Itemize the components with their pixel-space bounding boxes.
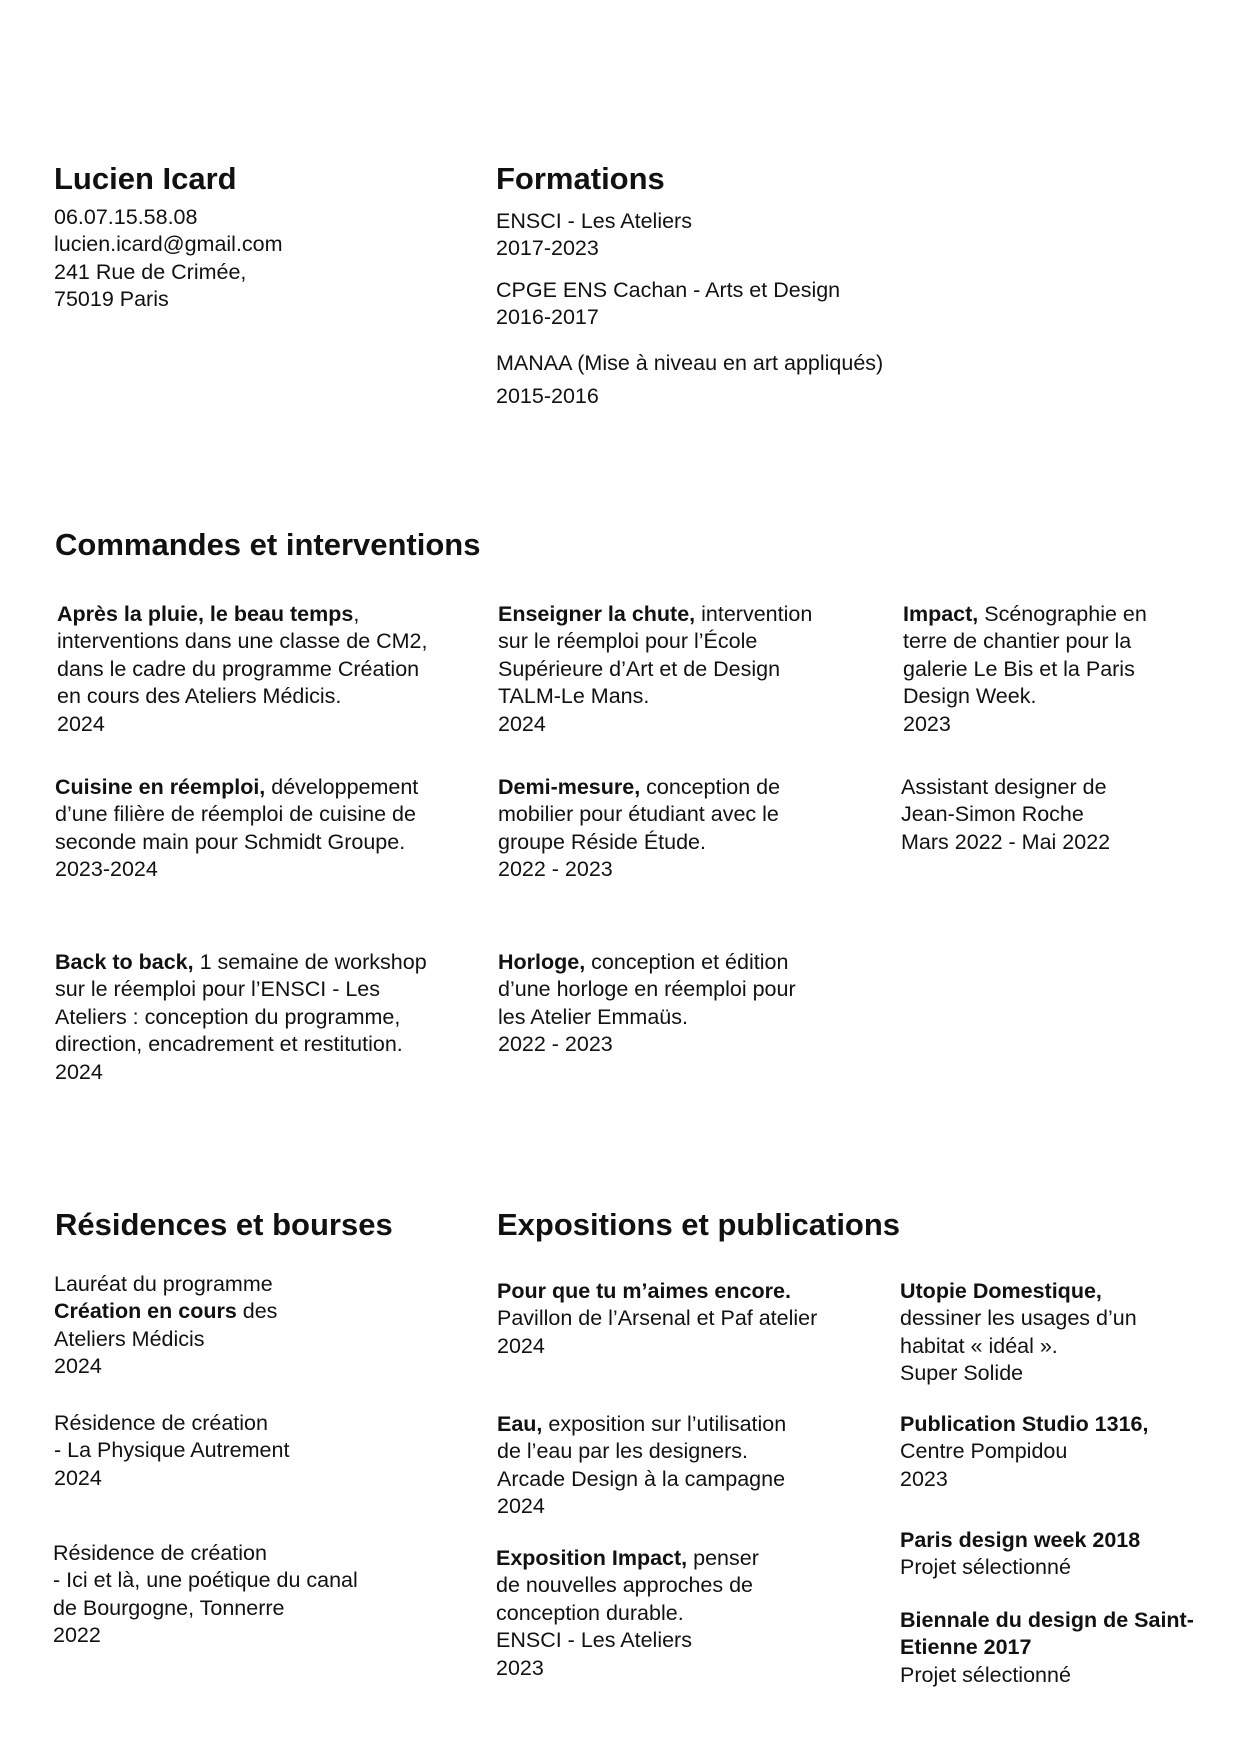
entry-text: 2024	[57, 711, 105, 736]
entry-text: Projet sélectionné	[900, 1555, 1071, 1580]
residences-heading: Résidences et bourses	[55, 1207, 393, 1242]
entry-title: Exposition Impact,	[496, 1546, 688, 1570]
entry-line	[497, 1333, 817, 1360]
entry-line	[498, 628, 812, 655]
entry-text: seconde main pour Schmidt Groupe.	[55, 829, 406, 854]
entry-title: Après la pluie, le beau temps	[57, 602, 354, 626]
entry-line	[55, 1004, 427, 1031]
entry-line	[900, 1607, 1194, 1634]
entry-line	[900, 1360, 1137, 1387]
entry-line	[55, 1031, 427, 1058]
entry-text: conception de	[640, 775, 781, 799]
entry-line	[901, 829, 1110, 856]
entry-line	[498, 1031, 796, 1058]
entry-title: Paris design week 2018	[900, 1528, 1141, 1552]
entry-line	[900, 1278, 1137, 1305]
entry-text: 2022 - 2023	[498, 857, 613, 882]
entry-text: 2022 - 2023	[498, 1032, 613, 1057]
entry-line	[498, 801, 780, 828]
entry-text: Ateliers : conception du programme,	[55, 1004, 401, 1029]
entry-text: Supérieure d’Art et de Design	[498, 656, 781, 681]
entry-text: d’une horloge en réemploi pour	[498, 977, 796, 1002]
commande-entry	[55, 774, 418, 884]
entry-line	[53, 1540, 358, 1567]
exposition-entry	[900, 1527, 1140, 1582]
entry-line	[57, 683, 428, 710]
entry-text: mobilier pour étudiant avec le	[498, 802, 779, 827]
entry-text: CPGE ENS Cachan - Arts et Design	[496, 278, 841, 302]
entry-text: Centre Pompidou	[900, 1439, 1068, 1464]
commande-entry	[55, 949, 427, 1086]
name-heading: Lucien Icard	[54, 161, 237, 196]
entry-line	[57, 656, 428, 683]
entry-text: 2015-2016	[496, 384, 599, 409]
entry-title: Demi-mesure,	[498, 775, 641, 799]
entry-text: 2023	[496, 1655, 544, 1680]
entry-title: Impact,	[903, 602, 979, 626]
entry-title: Enseigner la chute,	[498, 602, 696, 626]
entry-line	[900, 1634, 1194, 1661]
exposition-entry	[497, 1278, 817, 1360]
entry-title: Création en cours	[54, 1299, 237, 1324]
residence-entry	[54, 1271, 277, 1381]
entry-text: 1 semaine de workshop	[193, 950, 427, 974]
entry-line	[498, 1004, 796, 1031]
entry-text: Arcade Design à la campagne	[497, 1466, 786, 1491]
entry-line	[55, 1059, 427, 1086]
entry-text: ENSCI - Les Ateliers	[496, 1628, 692, 1653]
entry-line	[900, 1466, 1149, 1493]
entry-line	[54, 1437, 289, 1464]
entry-line	[900, 1438, 1149, 1465]
entry-text: exposition sur l’utilisation	[542, 1412, 787, 1436]
entry-line	[55, 976, 427, 1003]
entry-text: 2017-2023	[496, 236, 599, 261]
entry-line	[900, 1333, 1137, 1360]
entry-line	[54, 1353, 277, 1380]
address-city: 75019 Paris	[54, 287, 169, 312]
entry-text: MANAA (Mise à niveau en art appliqués)	[496, 351, 884, 375]
entry-line	[496, 1627, 759, 1654]
exposition-entry	[900, 1607, 1194, 1689]
entry-text: Mars 2022 - Mai 2022	[901, 829, 1111, 854]
entry-line	[900, 1554, 1140, 1581]
entry-line	[903, 711, 1147, 738]
entry-line	[54, 1326, 277, 1353]
commande-entry	[498, 601, 812, 738]
entry-title: Publication Studio 1316,	[900, 1412, 1149, 1436]
entry-title: Utopie Domestique,	[900, 1279, 1102, 1303]
exposition-entry	[900, 1278, 1137, 1388]
entry-text: penser	[687, 1546, 759, 1570]
entry-line	[496, 1572, 759, 1599]
entry-text: Résidence de création	[53, 1541, 267, 1565]
formation-entry	[496, 208, 692, 263]
entry-line	[900, 1527, 1140, 1554]
entry-line	[496, 304, 840, 331]
entry-text: 2023-2024	[55, 857, 158, 882]
residence-entry	[54, 1410, 289, 1492]
entry-line	[496, 277, 840, 304]
entry-line	[496, 1600, 759, 1627]
entry-text: groupe Réside Étude.	[498, 829, 706, 854]
entry-text: Jean-Simon Roche	[901, 802, 1084, 827]
entry-text: de Bourgogne, Tonnerre	[53, 1595, 285, 1620]
entry-text: sur le réemploi pour l’ENSCI - Les	[55, 977, 381, 1002]
entry-line	[496, 208, 692, 235]
entry-line	[57, 601, 428, 628]
entry-text: 2024	[54, 1354, 102, 1379]
entry-text: en cours des Ateliers Médicis.	[57, 684, 342, 709]
entry-text: Super Solide	[900, 1361, 1024, 1386]
entry-line	[55, 829, 418, 856]
entry-line	[903, 601, 1147, 628]
contact-info	[54, 204, 283, 314]
entry-title: Pour que tu m’aimes encore.	[497, 1279, 791, 1303]
exposition-entry	[497, 1411, 786, 1521]
entry-text: Assistant designer de	[901, 775, 1107, 799]
email: lucien.icard@gmail.com	[54, 232, 283, 257]
entry-line	[903, 656, 1147, 683]
entry-text: 2023	[900, 1466, 948, 1491]
entry-title: Etienne 2017	[900, 1635, 1032, 1660]
entry-text: de nouvelles approches de	[496, 1573, 753, 1598]
formations-heading: Formations	[496, 161, 665, 196]
entry-title: Horloge,	[498, 950, 586, 974]
entry-text: galerie Le Bis et la Paris	[903, 656, 1135, 681]
entry-text: - La Physique Autrement	[54, 1438, 290, 1463]
entry-text: sur le réemploi pour l’École	[498, 629, 758, 654]
entry-line	[901, 774, 1110, 801]
entry-text: interventions dans une classe de CM2,	[57, 629, 428, 654]
entry-line	[496, 1655, 759, 1682]
phone: 06.07.15.58.08	[54, 205, 198, 229]
commandes-heading: Commandes et interventions	[55, 527, 481, 562]
commande-entry	[903, 601, 1147, 738]
entry-line	[497, 1278, 817, 1305]
entry-text: Design Week.	[903, 684, 1037, 709]
entry-line	[496, 1545, 759, 1572]
entry-line	[498, 949, 796, 976]
entry-text: intervention	[695, 602, 813, 626]
entry-line	[496, 350, 883, 377]
entry-line	[53, 1622, 358, 1649]
entry-line	[54, 1465, 289, 1492]
entry-title: Biennale du design de Saint-	[900, 1608, 1194, 1632]
entry-text: conception et édition	[585, 950, 789, 974]
entry-text: Ateliers Médicis	[54, 1326, 205, 1351]
residence-entry	[53, 1540, 358, 1650]
entry-line	[53, 1595, 358, 1622]
entry-text: TALM-Le Mans.	[498, 684, 650, 709]
entry-line	[497, 1466, 786, 1493]
entry-title: Eau,	[497, 1412, 543, 1436]
commande-entry	[901, 774, 1110, 856]
address-street: 241 Rue de Crimée,	[54, 259, 247, 284]
commande-entry	[498, 949, 796, 1059]
entry-text: 2024	[55, 1059, 103, 1084]
entry-text: 2024	[497, 1494, 545, 1519]
exposition-entry	[900, 1411, 1149, 1493]
entry-text: - Ici et là, une poétique du canal	[53, 1568, 358, 1593]
entry-line	[54, 1410, 289, 1437]
entry-line	[497, 1411, 786, 1438]
entry-line	[901, 801, 1110, 828]
entry-line	[55, 856, 418, 883]
entry-line	[498, 774, 780, 801]
entry-text: 2023	[903, 711, 951, 736]
formation-entry	[496, 277, 840, 332]
expositions-heading: Expositions et publications	[497, 1207, 901, 1242]
entry-text: de l’eau par les designers.	[497, 1439, 748, 1464]
formation-entry	[496, 350, 883, 411]
entry-line	[903, 628, 1147, 655]
entry-text: habitat « idéal ».	[900, 1333, 1058, 1358]
entry-text: Lauréat du programme	[54, 1272, 273, 1296]
entry-line	[498, 683, 812, 710]
entry-line	[497, 1438, 786, 1465]
exposition-entry	[496, 1545, 759, 1682]
entry-text: Résidence de création	[54, 1411, 268, 1435]
entry-line	[54, 1298, 277, 1325]
entry-line	[497, 1305, 817, 1332]
entry-text: ENSCI - Les Ateliers	[496, 209, 692, 233]
entry-text: dessiner les usages d’un	[900, 1306, 1137, 1331]
entry-title: Cuisine en réemploi,	[55, 775, 266, 799]
entry-line	[498, 829, 780, 856]
entry-line	[55, 774, 418, 801]
entry-text: développement	[265, 775, 419, 799]
entry-text: 2024	[498, 711, 546, 736]
entry-line	[55, 801, 418, 828]
entry-text: 2024	[54, 1465, 102, 1490]
entry-line	[900, 1305, 1137, 1332]
entry-line	[496, 383, 883, 410]
entry-text: des	[236, 1299, 278, 1324]
commande-entry	[498, 774, 780, 884]
entry-line	[900, 1411, 1149, 1438]
entry-line	[496, 235, 692, 262]
entry-text: 2024	[497, 1333, 545, 1358]
entry-line	[55, 949, 427, 976]
entry-text: les Atelier Emmaüs.	[498, 1004, 688, 1029]
entry-text: Pavillon de l’Arsenal et Paf atelier	[497, 1306, 818, 1331]
entry-line	[53, 1567, 358, 1594]
entry-text: 2016-2017	[496, 305, 599, 330]
entry-text: conception durable.	[496, 1600, 684, 1625]
entry-line	[498, 856, 780, 883]
entry-text: terre de chantier pour la	[903, 629, 1132, 654]
entry-line	[57, 628, 428, 655]
entry-text: d’une filière de réemploi de cuisine de	[55, 802, 416, 827]
entry-line	[498, 976, 796, 1003]
entry-line	[900, 1662, 1194, 1689]
entry-line	[498, 601, 812, 628]
entry-line	[497, 1493, 786, 1520]
commande-entry	[57, 601, 428, 738]
entry-title: Back to back,	[55, 950, 194, 974]
entry-text: Scénographie en	[978, 602, 1147, 626]
entry-text: direction, encadrement et restitution.	[55, 1032, 403, 1057]
entry-text: ,	[353, 602, 360, 626]
entry-text: Projet sélectionné	[900, 1662, 1071, 1687]
entry-line	[57, 711, 428, 738]
entry-line	[54, 1271, 277, 1298]
entry-line	[498, 711, 812, 738]
entry-line	[498, 656, 812, 683]
entry-text: 2022	[53, 1623, 101, 1648]
entry-text: dans le cadre du programme Création	[57, 656, 420, 681]
entry-line	[903, 683, 1147, 710]
